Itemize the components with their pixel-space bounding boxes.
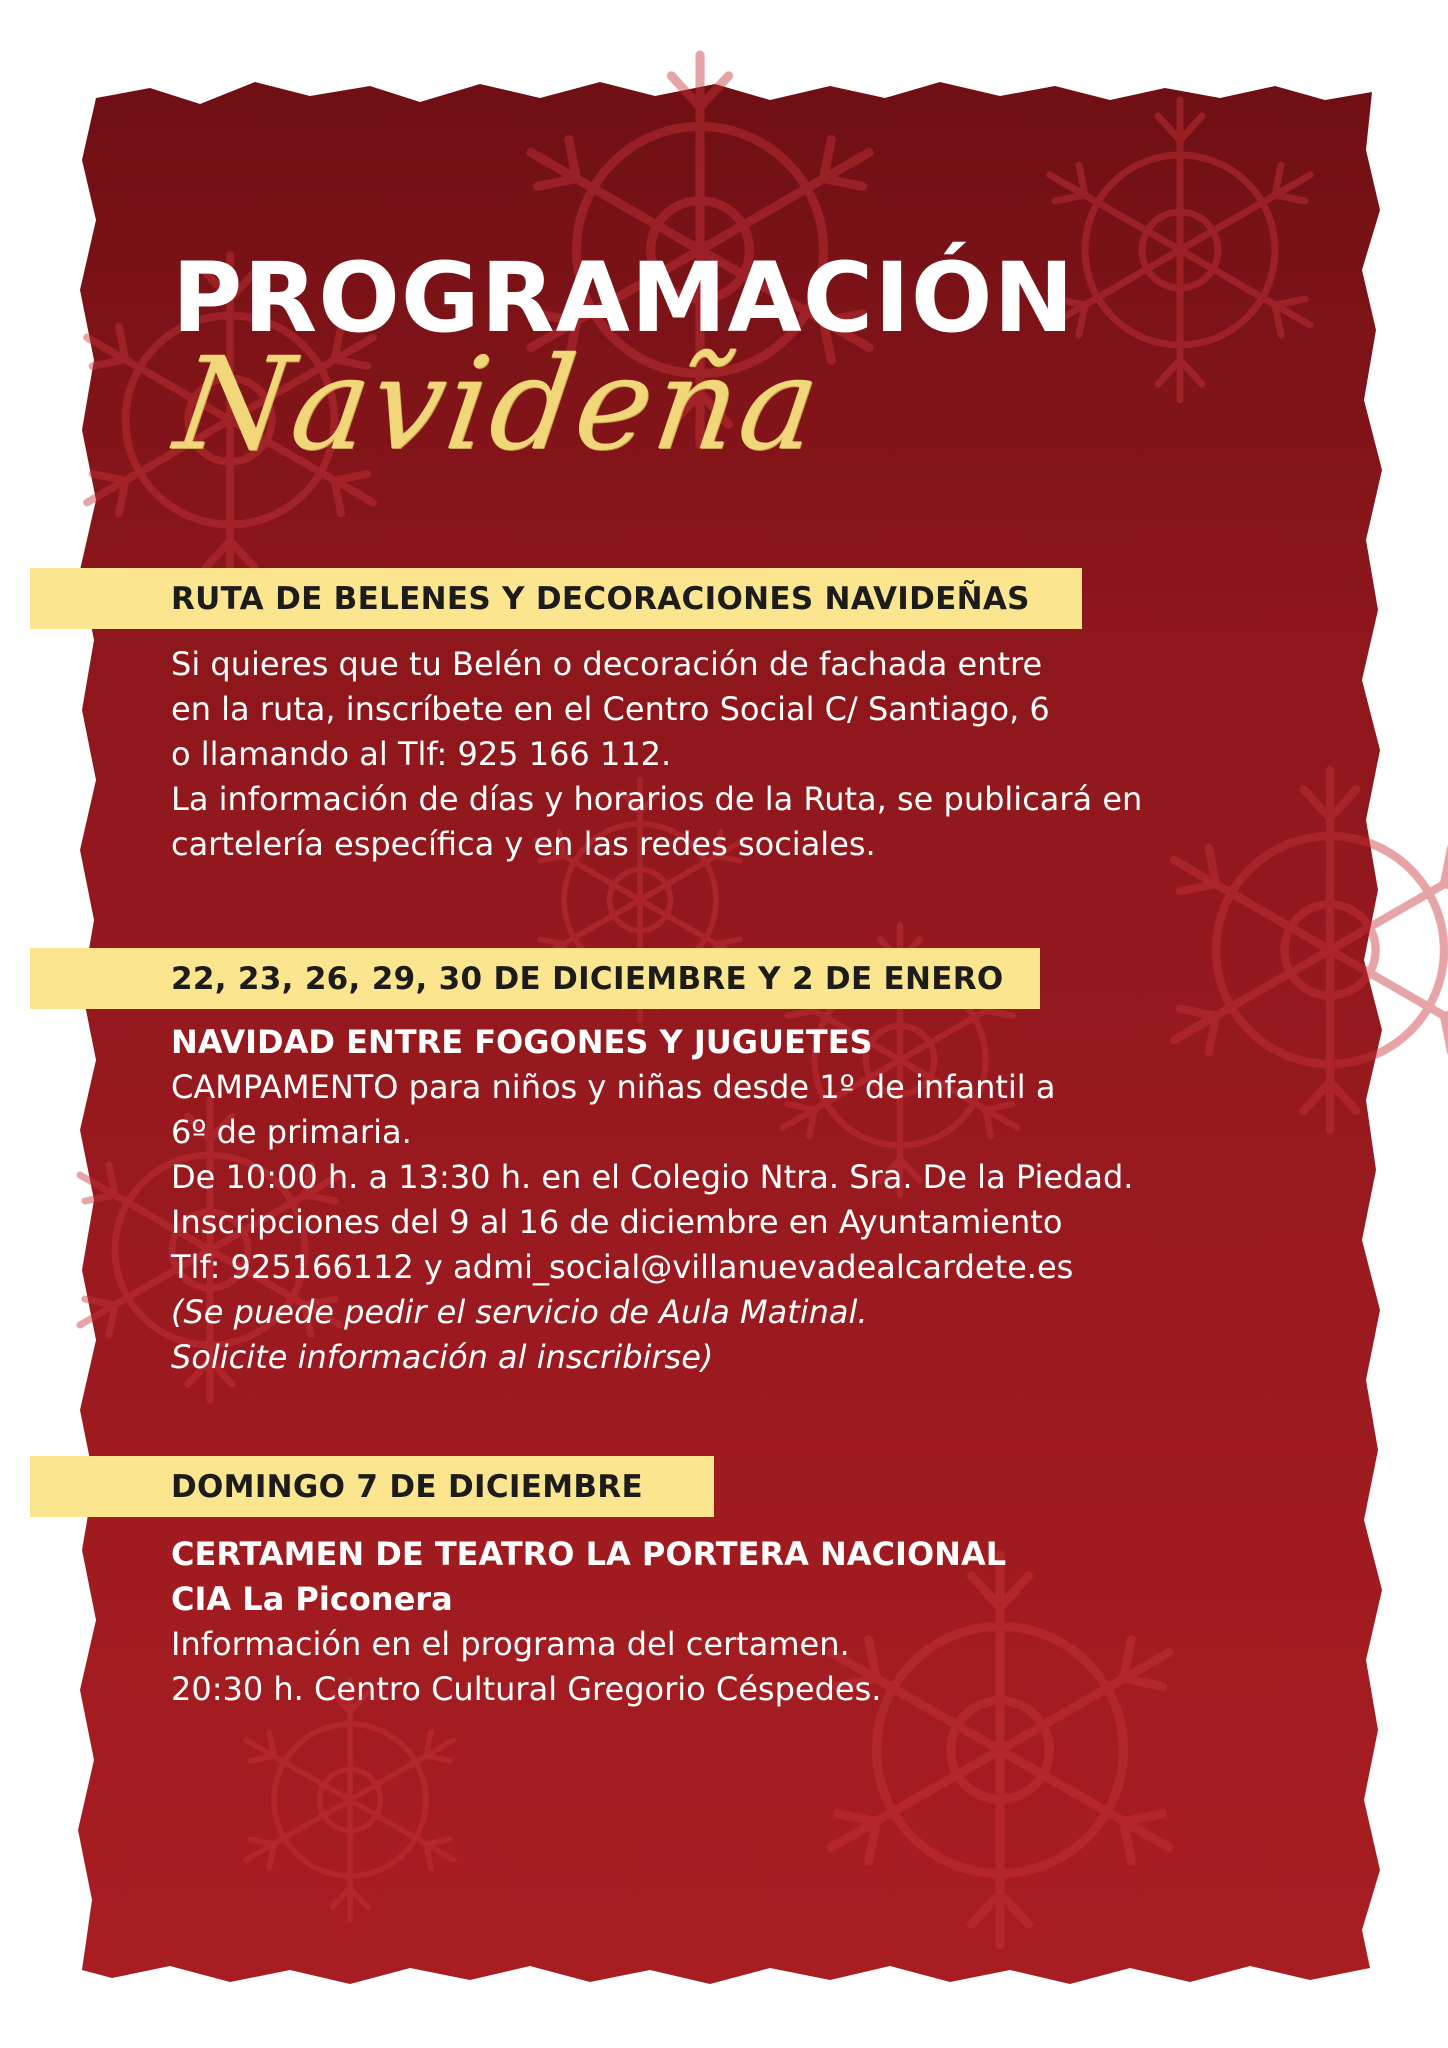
body-line: en la ruta, inscríbete en el Centro Social C/ Santiago, 6 bbox=[171, 690, 1050, 728]
section-heading-band bbox=[30, 1456, 714, 1517]
poster-title: PROGRAMACIÓN bbox=[172, 242, 1075, 354]
section-subtitle: CERTAMEN DE TEATRO LA PORTERA NACIONAL bbox=[171, 1535, 1007, 1573]
body-line: o llamando al Tlf: 925 166 112. bbox=[171, 735, 672, 773]
section-body bbox=[171, 642, 1142, 867]
section-heading: RUTA DE BELENES Y DECORACIONES NAVIDEÑAS bbox=[171, 580, 1030, 617]
body-line: Información en el programa del certamen. bbox=[171, 1625, 850, 1663]
note-line: Solicite información al inscribirse) bbox=[171, 1338, 714, 1376]
body-line: 20:30 h. Centro Cultural Gregorio Céspedes. bbox=[171, 1670, 882, 1708]
body-line: cartelería específica y en las redes sociales. bbox=[171, 825, 876, 863]
body-line: De 10:00 h. a 13:30 h. en el Colegio Ntra. Sra. De la Piedad. bbox=[171, 1158, 1134, 1196]
section-heading-band bbox=[30, 568, 1082, 629]
company-name: CIA La Piconera bbox=[171, 1580, 453, 1618]
body-line: Inscripciones del 9 al 16 de diciembre en Ayuntamiento bbox=[171, 1203, 1063, 1241]
poster-subtitle-script: Navideña bbox=[167, 330, 831, 479]
section-body bbox=[171, 1532, 1006, 1712]
body-line: CAMPAMENTO para niños y niñas desde 1º de infantil a bbox=[171, 1068, 1056, 1106]
body-line: Si quieres que tu Belén o decoración de fachada entre bbox=[171, 645, 1043, 683]
section-subtitle: NAVIDAD ENTRE FOGONES Y JUGUETES bbox=[171, 1023, 873, 1061]
section-heading-band bbox=[30, 948, 1040, 1009]
section-body bbox=[171, 1020, 1133, 1380]
section-heading: 22, 23, 26, 29, 30 DE DICIEMBRE Y 2 DE ENERO bbox=[171, 960, 1004, 997]
section-heading: DOMINGO 7 DE DICIEMBRE bbox=[171, 1468, 643, 1505]
note-line: (Se puede pedir el servicio de Aula Matinal. bbox=[171, 1293, 868, 1331]
body-line: 6º de primaria. bbox=[171, 1113, 412, 1151]
body-line: La información de días y horarios de la Ruta, se publicará en bbox=[171, 780, 1143, 818]
body-line: Tlf: 925166112 y admi_social@villanuevadealcardete.es bbox=[171, 1248, 1074, 1286]
